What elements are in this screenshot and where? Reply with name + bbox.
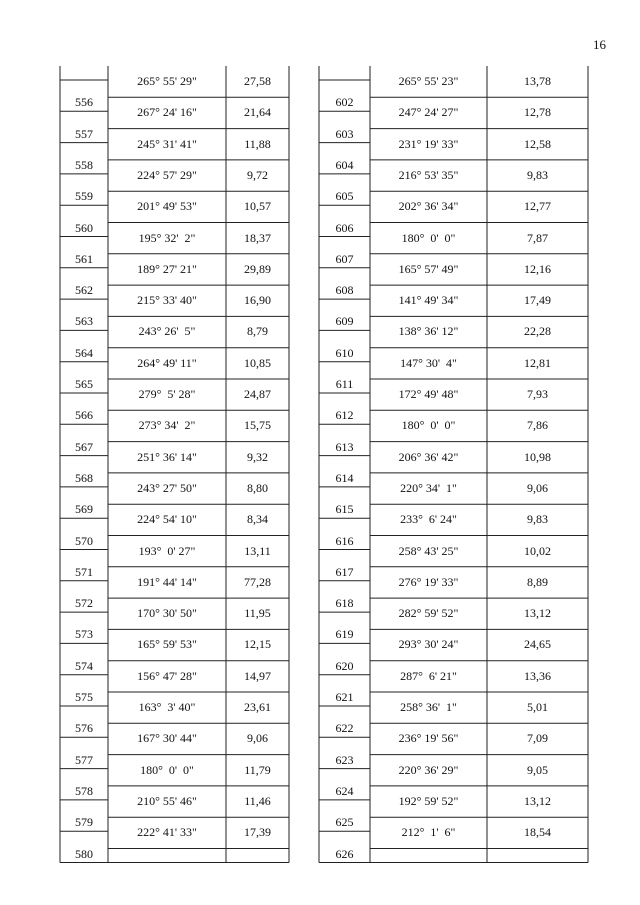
row-number: 618 xyxy=(335,596,354,611)
angle-cell: 233° 6' 24" xyxy=(400,512,457,527)
angle-cell: 264° 49' 11" xyxy=(137,355,197,370)
distance-cell: 10,57 xyxy=(244,199,271,214)
angle-cell: 180° 0' 0" xyxy=(140,762,194,777)
angle-cell: 276° 19' 33" xyxy=(398,574,459,589)
row-number: 558 xyxy=(75,157,93,172)
distance-cell: 23,61 xyxy=(244,700,271,714)
angle-cell: 212° 1' 6" xyxy=(401,825,456,840)
distance-cell: 7,93 xyxy=(527,387,548,401)
row-number: 572 xyxy=(75,596,93,611)
row-number: 561 xyxy=(75,251,93,266)
distance-cell: 24,87 xyxy=(244,387,271,401)
distance-cell: 13,78 xyxy=(524,74,551,88)
distance-cell: 7,09 xyxy=(527,731,548,746)
angle-cell: 141° 49' 34" xyxy=(398,293,459,308)
row-number: 612 xyxy=(335,408,354,423)
angle-cell: 273° 34' 2" xyxy=(138,418,196,433)
angle-cell: 191° 44' 14" xyxy=(137,574,197,589)
row-number: 566 xyxy=(75,408,93,423)
row-number: 573 xyxy=(75,627,93,642)
distance-cell: 8,79 xyxy=(247,324,268,339)
row-number: 579 xyxy=(75,815,93,830)
distance-cell: 13,12 xyxy=(524,793,551,808)
angle-cell: 258° 43' 25" xyxy=(398,543,459,558)
angle-cell: 216° 53' 35" xyxy=(398,167,459,182)
row-number: 608 xyxy=(335,283,354,298)
row-number: 622 xyxy=(335,721,354,736)
distance-cell: 12,78 xyxy=(524,105,551,120)
row-number: 562 xyxy=(75,283,93,298)
angle-cell: 193° 0' 27" xyxy=(138,543,196,558)
row-number: 604 xyxy=(335,157,354,172)
distance-cell: 13,36 xyxy=(524,668,551,683)
distance-cell: 13,11 xyxy=(244,543,271,558)
distance-cell: 12,81 xyxy=(524,355,551,370)
row-number: 556 xyxy=(75,95,93,110)
angle-cell: 231° 19' 33" xyxy=(398,136,459,151)
row-number: 578 xyxy=(75,783,93,798)
angle-cell: 165° 57' 49" xyxy=(398,261,459,276)
distance-cell: 10,98 xyxy=(524,449,551,464)
angle-cell: 220° 36' 29" xyxy=(398,762,459,777)
angle-cell: 172° 49' 48" xyxy=(398,387,459,401)
angle-cell: 201° 49' 53" xyxy=(137,199,197,214)
angle-cell: 180° 0' 0" xyxy=(401,230,456,245)
angle-cell: 206° 36' 42" xyxy=(398,449,459,464)
row-number: 606 xyxy=(335,220,354,235)
angle-cell: 245° 31' 41" xyxy=(137,136,197,151)
angle-cell: 265° 55' 23" xyxy=(398,74,459,88)
row-number: 559 xyxy=(75,189,93,204)
row-number: 620 xyxy=(335,658,354,673)
row-number: 609 xyxy=(335,314,354,329)
angle-cell: 265° 55' 29" xyxy=(137,74,197,88)
angle-cell: 243° 26' 5" xyxy=(138,324,196,339)
distance-cell: 11,79 xyxy=(244,762,271,777)
row-number: 568 xyxy=(75,470,93,485)
row-number: 614 xyxy=(335,470,354,485)
distance-cell: 15,75 xyxy=(244,418,271,433)
row-number: 569 xyxy=(75,502,93,517)
angle-cell: 258° 36' 1" xyxy=(400,700,457,714)
distance-cell: 21,64 xyxy=(244,105,271,120)
angle-cell: 282° 59' 52" xyxy=(398,606,459,621)
angle-cell: 243° 27' 50" xyxy=(137,480,197,495)
distance-cell: 12,16 xyxy=(524,261,551,276)
distance-cell: 17,39 xyxy=(244,825,271,840)
distance-cell: 13,12 xyxy=(524,606,551,621)
row-number: 560 xyxy=(75,220,93,235)
angle-cell: 224° 54' 10" xyxy=(137,512,197,527)
distance-cell: 17,49 xyxy=(524,293,551,308)
angle-cell: 215° 33' 40" xyxy=(137,293,197,308)
distance-cell: 8,80 xyxy=(247,480,268,495)
row-number: 563 xyxy=(75,314,93,329)
row-number: 613 xyxy=(335,439,354,454)
angle-cell: 163° 3' 40" xyxy=(138,700,196,714)
distance-cell: 14,97 xyxy=(244,668,271,683)
row-number: 617 xyxy=(335,564,354,579)
row-number: 564 xyxy=(75,345,93,360)
distance-cell: 9,06 xyxy=(527,480,548,495)
row-number: 625 xyxy=(335,815,354,830)
distance-cell: 18,37 xyxy=(244,230,271,245)
row-number: 626 xyxy=(335,846,354,861)
row-number: 577 xyxy=(75,752,93,767)
distance-cell: 10,85 xyxy=(244,355,271,370)
angle-cell: 220° 34' 1" xyxy=(400,480,457,495)
distance-cell: 12,77 xyxy=(524,199,551,214)
row-number: 571 xyxy=(75,564,93,579)
row-number: 557 xyxy=(75,126,93,141)
row-number: 623 xyxy=(335,752,354,767)
distance-cell: 24,65 xyxy=(524,637,551,652)
distance-cell: 9,32 xyxy=(247,449,268,464)
angle-cell: 293° 30' 24" xyxy=(398,637,459,652)
distance-cell: 29,89 xyxy=(244,261,271,276)
distance-cell: 77,28 xyxy=(244,574,271,589)
angle-cell: 279° 5' 28" xyxy=(138,387,196,401)
angle-cell: 224° 57' 29" xyxy=(137,167,197,182)
angle-cell: 180° 0' 0" xyxy=(401,418,456,433)
distance-cell: 9,83 xyxy=(527,167,548,182)
angle-cell: 210° 55' 46" xyxy=(137,793,197,808)
angle-cell: 251° 36' 14" xyxy=(137,449,197,464)
distance-cell: 18,54 xyxy=(524,825,551,840)
distance-cell: 7,86 xyxy=(527,418,548,433)
row-number: 603 xyxy=(335,126,354,141)
distance-cell: 12,58 xyxy=(524,136,551,151)
angle-cell: 170° 30' 50" xyxy=(137,606,197,621)
angle-cell: 147° 30' 4" xyxy=(400,355,457,370)
distance-cell: 9,72 xyxy=(247,167,268,182)
row-number: 580 xyxy=(75,846,93,861)
row-number: 607 xyxy=(335,251,354,266)
row-number: 576 xyxy=(75,721,93,736)
angle-cell: 156° 47' 28" xyxy=(137,668,197,683)
angle-cell: 189° 27' 21" xyxy=(137,261,197,276)
distance-cell: 12,15 xyxy=(244,637,271,652)
distance-cell: 22,28 xyxy=(524,324,551,339)
row-number: 619 xyxy=(335,627,354,642)
row-number: 605 xyxy=(335,189,354,204)
distance-cell: 9,05 xyxy=(527,762,548,777)
distance-cell: 11,88 xyxy=(244,136,271,151)
row-number: 611 xyxy=(335,377,354,391)
angle-cell: 202° 36' 34" xyxy=(398,199,459,214)
row-number: 567 xyxy=(75,439,93,454)
row-number: 570 xyxy=(75,533,93,548)
angle-cell: 167° 30' 44" xyxy=(137,731,197,746)
row-number: 575 xyxy=(75,690,93,704)
distance-cell: 7,87 xyxy=(527,230,548,245)
angle-cell: 192° 59' 52" xyxy=(398,793,459,808)
angle-cell: 138° 36' 12" xyxy=(398,324,459,339)
row-number: 565 xyxy=(75,377,93,391)
row-number: 615 xyxy=(335,502,354,517)
row-number: 624 xyxy=(335,783,354,798)
page-number: 16 xyxy=(593,37,606,52)
angle-cell: 222° 41' 33" xyxy=(137,825,197,840)
distance-cell: 9,06 xyxy=(247,731,268,746)
row-number: 574 xyxy=(75,658,93,673)
distance-cell: 11,95 xyxy=(244,606,271,621)
row-number: 602 xyxy=(335,95,354,110)
distance-cell: 27,58 xyxy=(244,74,271,88)
angle-cell: 287° 6' 21" xyxy=(400,668,457,683)
angle-cell: 247° 24' 27" xyxy=(398,105,459,120)
distance-cell: 16,90 xyxy=(244,293,271,308)
distance-cell: 11,46 xyxy=(244,793,271,808)
row-number: 616 xyxy=(335,533,354,548)
angle-cell: 236° 19' 56" xyxy=(398,731,459,746)
distance-cell: 9,83 xyxy=(527,512,548,527)
distance-cell: 10,02 xyxy=(524,543,551,558)
angle-cell: 165° 59' 53" xyxy=(137,637,197,652)
angle-cell: 195° 32' 2" xyxy=(138,230,196,245)
distance-cell: 8,34 xyxy=(247,512,268,527)
row-number: 621 xyxy=(335,690,354,704)
distance-cell: 5,01 xyxy=(527,700,548,714)
angle-cell: 267° 24' 16" xyxy=(137,105,197,120)
row-number: 610 xyxy=(335,345,354,360)
distance-cell: 8,89 xyxy=(527,574,548,589)
